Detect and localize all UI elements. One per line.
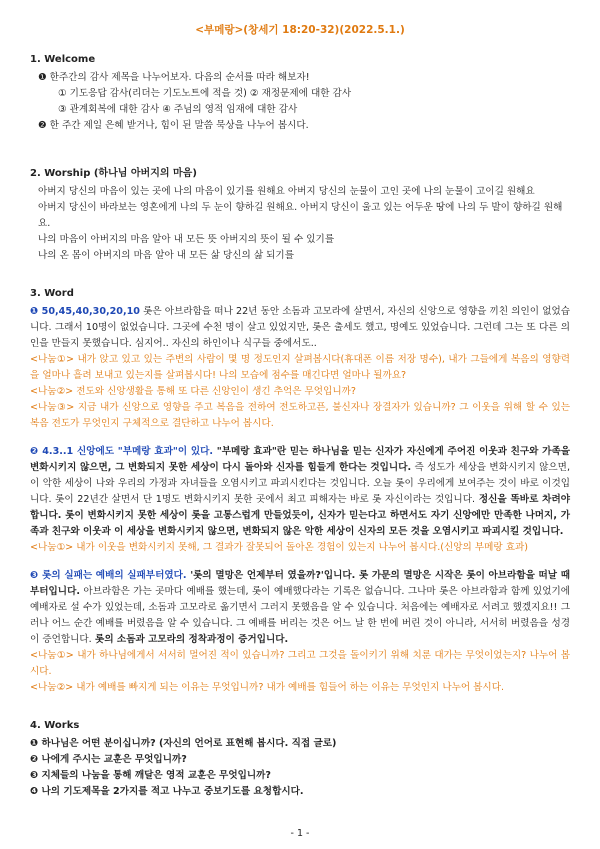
word-point-2-question-1: <나눔①> 내가 이웃을 변화시키지 못해, 그 결과가 잘못되어 돌아온 경험이 있는지 나누어 봅시다.(신앙의 부메랑 효과): [30, 542, 528, 553]
word-point-3: [30, 568, 570, 648]
word-point-3-title: ❸ 롯의 실패는 예배의 실패부터였다.: [30, 570, 187, 581]
word-point-1: [30, 304, 570, 352]
welcome-line-4: ❷ 한 주간 제일 은혜 받거나, 힘이 된 말씀 묵상을 나누어 봅시다.: [38, 120, 309, 131]
page-number: - 1 -: [290, 828, 310, 839]
word-point-2-text: 즉 성도가 세상을 변화시키지 않으면, 이 악한 세상이 나와 우리의 가정과 자녀들을 오염시키고 파괴시킨다는 것입니다. 오늘 롯이 우리에게 보여주는 것이 바로 이것입니다. 롯이 22년간 살면서 단 1명도 변화시키지 못한 곳에서 최고 피해자는 바로 롯 자신이라는 것입니다.: [30, 462, 570, 505]
worship-heading: 2. Worship (하나님 아버지의 마음): [30, 168, 197, 179]
word-point-1-question-2: <나눔②> 전도와 신앙생활을 통해 또 다른 신앙인이 생긴 추억은 무엇입니까?: [30, 386, 356, 397]
worship-line-1: 아버지 당신의 마음이 있는 곳에 나의 마음이 있기를 원해요 아버지 당신의 눈물이 고인 곳에 나의 눈물이 고이길 원해요: [38, 186, 535, 197]
welcome-heading: 1. Welcome: [30, 54, 96, 65]
word-point-2-title: ❷ 4.3..1 신앙에도 "부메랑 효과"이 있다.: [30, 446, 214, 457]
works-item-1: ❶ 하나님은 어떤 분이십니까? (자신의 언어로 표현해 봅시다. 직접 글로): [30, 738, 337, 749]
word-point-1-question-3: <나눔③> 지금 내가 신앙으로 영향을 주고 복음을 전하여 전도하고픈, 불신자나 장결자가 있습니까? 그 이웃을 위해 할 수 있는 복음 전도가 무엇인지 구체적으로 결단하고 나누어 봅시다.: [30, 402, 570, 429]
word-point-2-bold-2: 정신을 똑바로 차려야 합니다. 롯이 변화시키지 못한 세상이 롯을 고통스럽게 만들었듯이, 신자가 믿는다고 하면서도 자기 신앙에만 만족한 나머지, 가족과 친구와 이웃과 이 세상을 변화시키지 않으면, 변화되지 않은 악한 세상이 신자의 모든 것을 오염시키고 파괴시킬 것입니다.: [30, 494, 570, 537]
welcome-line-1: ❶ 한주간의 감사 제목을 나누어보자. 다음의 순서를 따라 해보자!: [38, 72, 310, 83]
works-item-3: ❸ 지체들의 나눔을 통해 깨달은 영적 교훈은 무엇입니까?: [30, 770, 271, 781]
document-title: <부메랑>(창세기 18:20-32)(2022.5.1.): [195, 24, 405, 36]
word-point-1-question-1: <나눔①> 내가 앉고 있고 있는 주변의 사람이 몇 명 정도인지 살펴봅시다(휴대폰 이름 저장 명수), 내가 그들에게 복음의 영향력을 얼마나 흘려 보내고 있는지를 살펴봅시다! 나의 모습에 점수를 매긴다면 얼마나 될까요?: [30, 354, 570, 381]
welcome-line-2: ① 기도응답 감사(리더는 기도노트에 적을 것) ② 재정문제에 대한 감사: [58, 88, 352, 99]
word-point-3-question-1: <나눔①> 내가 하나님에게서 서서히 멀어진 적이 있습니까? 그리고 그것을 돌이키기 위해 치룬 대가는 무엇이었는지? 나누어 봅시다.: [30, 650, 570, 677]
works-item-4: ❹ 나의 기도제목을 2가지를 적고 나누고 중보기도를 요청합시다.: [30, 786, 304, 797]
word-point-3-question-2: <나눔②> 내가 예배를 빠지게 되는 이유는 무엇입니까? 내가 예배를 힘들어 하는 이유는 무엇인지 나누어 봅시다.: [30, 682, 505, 693]
worship-line-2: 아버지 당신이 바라보는 영혼에게 나의 두 눈이 향하길 원해요. 아버지 당신이 울고 있는 어두운 땅에 나의 두 발이 향하길 원해요.: [38, 202, 563, 229]
word-point-1-text: 롯은 아브라함을 떠나 22년 동안 소돔과 고모라에 살면서, 자신의 신앙으로 영향을 끼친 의인이 없었습니다. 그래서 10명이 없었습니다. 그곳에 수천 명이 살고 있었지만, 롯은 출세도 했고, 명예도 있었습니다. 그런데 그는 또 다른 의인을 만들지 못했습니다. 심지어.. 자신의 하인이나 식구들 중에서도..: [30, 306, 570, 349]
word-point-3-bold: '롯의 멸망은 언제부터 였을까?'입니다. 롯 가문의 멸망은 시작은 롯이 아브라함을 떠날 때부터입니다.: [30, 570, 571, 597]
welcome-line-3: ③ 관계회복에 대한 감사 ④ 주님의 영적 임재에 대한 감사: [58, 104, 298, 115]
word-heading: 3. Word: [30, 288, 74, 299]
works-heading: 4. Works: [30, 720, 80, 731]
word-point-3-text: 아브라함은 가는 곳마다 예배를 했는데, 롯이 예배했다라는 기록은 없습니다. 그나마 롯은 아브라함과 함께 있었기에 예배자로 설 수가 있었는데, 소돔과 고모라로 옮기면서 그러지 못했음을 알 수 있습니다. 처음에는 예배자로 서려고 했겠지요!! 그러나 어느 순간 예배를 버렸음을 알 수 있습니다. 그 예배를 버리는 것은 어느 날 한 번에 버린 것이 아니라, 서서히 버렸음을 성경이 증언합니다.: [30, 586, 570, 645]
worship-line-4: 나의 온 몸이 아버지의 마음 알아 내 모든 삶 당신의 삶 되기를: [38, 250, 294, 261]
word-point-2: [30, 444, 570, 540]
works-item-2: ❷ 나에게 주시는 교훈은 무엇입니까?: [30, 754, 187, 765]
word-point-1-title: ❶ 50,45,40,30,20,10: [30, 306, 140, 317]
worship-line-3: 나의 마음이 아버지의 마음 알아 내 모든 뜻 아버지의 뜻이 될 수 있기를: [38, 234, 335, 245]
word-point-2-bold: "부메랑 효과"란 믿는 하나님을 믿는 신자가 자신에게 주어진 이웃과 친구와 가족을 변화시키지 않으면, 그 변화되지 못한 세상이 다시 돌아와 신자를 힘들게 한다는 것입니다.: [30, 446, 570, 473]
word-point-3-bold-2: 롯의 소돔과 고모라의 정착과정이 증거입니다.: [91, 634, 289, 645]
